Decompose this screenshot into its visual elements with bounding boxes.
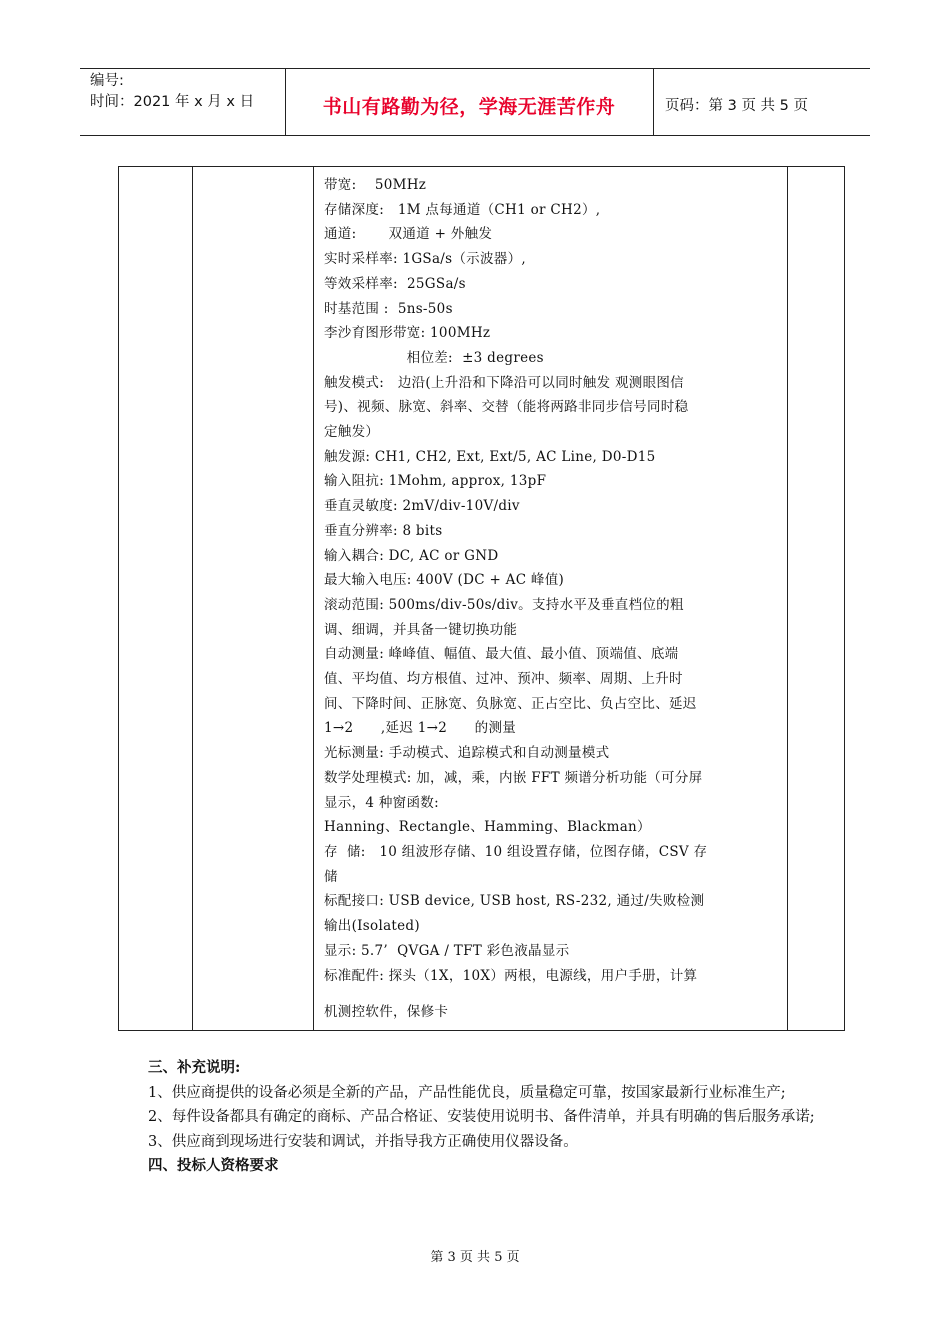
spec-line: 相位差: ±3 degrees <box>324 349 544 366</box>
supplement-item: 1、供应商提供的设备必须是全新的产品，产品性能优良，质量稳定可靠，按国家最新行业标准生产; <box>148 1084 786 1101</box>
spec-line: 储 <box>324 868 338 885</box>
table-column-divider <box>787 167 788 1030</box>
spec-line: 号)、视频、脉宽、斜率、交替（能将两路非同步信号同时稳 <box>324 399 689 416</box>
supplement-item: 3、供应商到现场进行安装和调试，并指导我方正确使用仪器设备。 <box>148 1133 578 1150</box>
spec-line: 标准配件: 探头（1X，10X）两根，电源线，用户手册，计算 <box>324 967 698 984</box>
spec-line: Hanning、Rectangle、Hamming、Blackman） <box>324 819 651 836</box>
header-meta <box>90 71 254 113</box>
spec-line: 时基范围 : 5ns-50s <box>324 300 453 317</box>
spec-line: 通道: 双通道 + 外触发 <box>324 226 493 243</box>
qualification-heading: 四、投标人资格要求 <box>148 1157 279 1174</box>
page-info: 页码：第 3 页 共 5 页 <box>665 98 808 114</box>
spec-line: 标配接口: USB device, USB host, RS-232, 通过/失败检测 <box>324 893 705 910</box>
spec-line: 输入阻抗: 1Mohm, approx, 13pF <box>324 473 547 490</box>
spec-line: 光标测量: 手动模式、追踪模式和自动测量模式 <box>324 745 610 762</box>
spec-description <box>324 173 786 1025</box>
spec-line: 输出(Isolated) <box>324 918 420 935</box>
spec-line: 值、平均值、均方根值、过冲、预冲、频率、周期、上升时 <box>324 671 683 688</box>
spec-table <box>118 166 845 1031</box>
supplement-item: 2、每件设备都具有确定的商标、产品合格证、安装使用说明书、备件清单，并具有明确的售后服务承诺; <box>148 1109 815 1125</box>
time-label: 时间：2021 年 x 月 x 日 <box>90 94 255 110</box>
spec-line: 数学处理模式: 加，减，乘，内嵌 FFT 频谱分析功能（可分屏 <box>324 769 703 786</box>
page-footer: 第 3 页 共 5 页 <box>430 1250 520 1265</box>
spec-line: 最大输入电压: 400V (DC + AC 峰值) <box>324 572 565 589</box>
spec-line: 垂直灵敏度: 2mV/div-10V/div <box>324 498 520 515</box>
spec-line: 输入耦合: DC, AC or GND <box>324 547 499 564</box>
header-divider <box>653 69 654 135</box>
spec-line: 等效采样率: 25GSa/s <box>324 275 466 292</box>
table-column-divider <box>313 167 314 1030</box>
spec-line: 1→2 ,延迟 1→2 的测量 <box>324 720 517 737</box>
spec-line: 显示: 5.7’ QVGA / TFT 彩色液晶显示 <box>324 942 570 959</box>
spec-line: 触发源: CH1, CH2, Ext, Ext/5, AC Line, D0-D15 <box>324 448 656 465</box>
table-column-divider <box>192 167 193 1030</box>
spec-line: 间、下降时间、正脉宽、负脉宽、正占空比、负占空比、延迟 <box>324 695 697 712</box>
spec-line: 触发模式: 边沿(上升沿和下降沿可以同时触发 观测眼图信 <box>324 374 684 391</box>
supplement-heading: 三、补充说明: <box>148 1059 241 1076</box>
header-motto: 书山有路勤为径，学海无涯苦作舟 <box>322 96 616 118</box>
spec-line: 机测控软件，保修卡 <box>324 1004 449 1021</box>
spec-line: 垂直分辨率: 8 bits <box>324 522 443 539</box>
spec-line: 调、细调，并具备一键切换功能 <box>324 621 518 638</box>
spec-line: 李沙育图形带宽: 100MHz <box>324 325 491 342</box>
spec-line: 存 储: 10 组波形存储、10 组设置存储，位图存储，CSV 存 <box>324 843 708 860</box>
page-header <box>80 68 870 136</box>
spec-line: 滚动范围: 500ms/div-50s/div。支持水平及垂直档位的粗 <box>324 596 684 613</box>
spec-line: 实时采样率: 1GSa/s（示波器）, <box>324 251 526 268</box>
number-label: 编号: <box>90 73 124 89</box>
spec-line: 自动测量: 峰峰值、幅值、最大值、最小值、顶端值、底端 <box>324 646 679 663</box>
spec-line: 定触发） <box>324 424 380 441</box>
spec-line: 显示，4 种窗函数: <box>324 794 439 811</box>
supplement-section <box>118 1056 838 1179</box>
spec-line: 存储深度: 1M 点每通道（CH1 or CH2）, <box>324 201 601 218</box>
spec-line: 带宽: 50MHz <box>324 177 427 193</box>
